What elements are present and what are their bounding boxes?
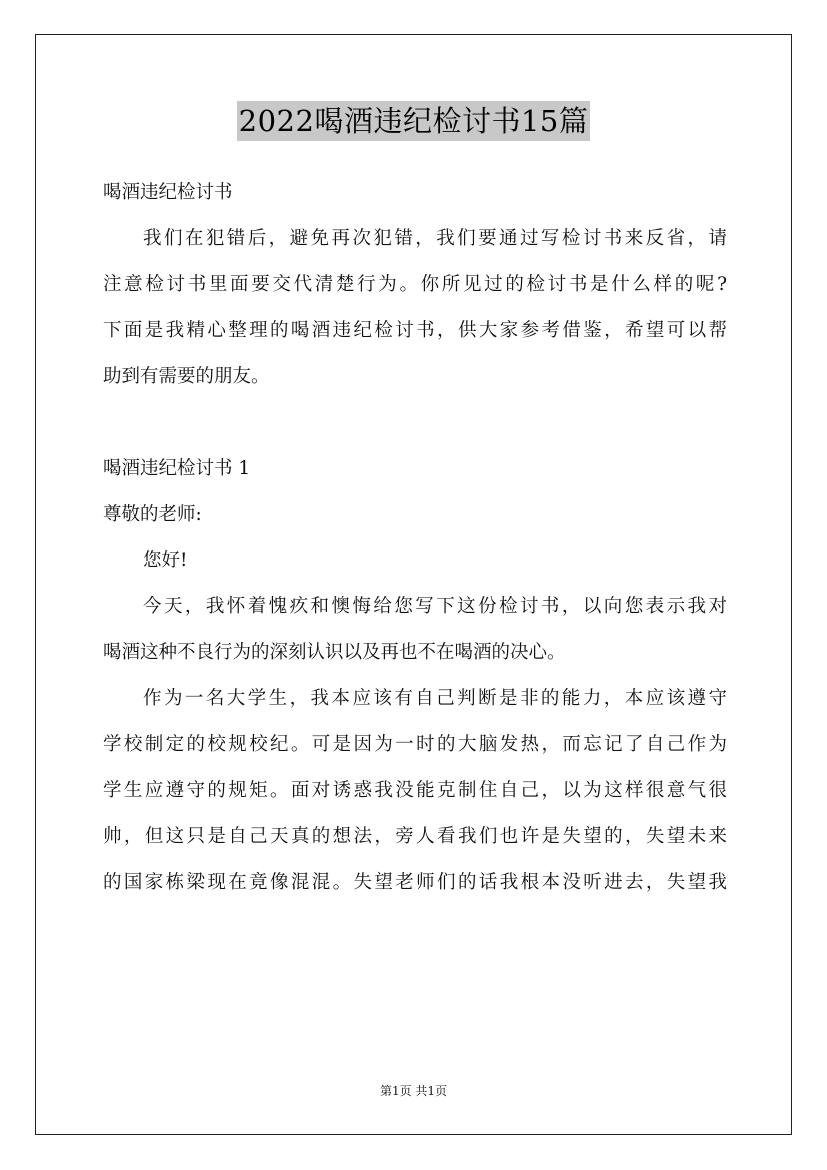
title-wrap [0, 101, 827, 141]
intro-line: 注意检讨书里面要交代清楚行为。你所见过的检讨书是什么样的呢? [103, 274, 727, 295]
intro-line: 我们在犯错后，避免再次犯错，我们要通过写检讨书来反省，请 [143, 228, 727, 249]
salutation: 尊敬的老师: [103, 504, 202, 525]
intro-line: 助到有需要的朋友。 [103, 366, 270, 387]
paragraph-line: 作为一名大学生，我本应该有自己判断是非的能力，本应该遵守 [143, 688, 727, 709]
paragraph-line: 喝酒这种不良行为的深刻认识以及再也不在喝酒的决心。 [103, 642, 566, 663]
page-footer: 第1页 共1页 [379, 1084, 448, 1098]
blank-line [103, 400, 727, 446]
paragraph-line: 今天，我怀着愧疚和懊悔给您写下这份检讨书，以向您表示我对 [143, 596, 727, 617]
document-title: 2022喝酒违纪检讨书15篇 [237, 101, 591, 141]
greeting: 您好! [143, 550, 188, 571]
paragraph-line: 的国家栋梁现在竟像混混。失望老师们的话我根本没听进去，失望我 [103, 872, 727, 893]
intro-heading: 喝酒违纪检讨书 [103, 182, 233, 203]
paragraph-line: 学生应遵守的规矩。面对诱惑我没能克制住自己，以为这样很意气很 [103, 780, 727, 801]
paragraph-line: 帅，但这只是自己天真的想法，旁人看我们也许是失望的，失望未来 [103, 826, 727, 847]
section1-heading: 喝酒违纪检讨书 1 [103, 458, 251, 479]
paragraph-line: 学校制定的校规校纪。可是因为一时的大脑发热，而忘记了自己作为 [103, 734, 727, 755]
document-body [103, 170, 727, 906]
intro-line: 下面是我精心整理的喝酒违纪检讨书，供大家参考借鉴，希望可以帮 [103, 320, 727, 341]
